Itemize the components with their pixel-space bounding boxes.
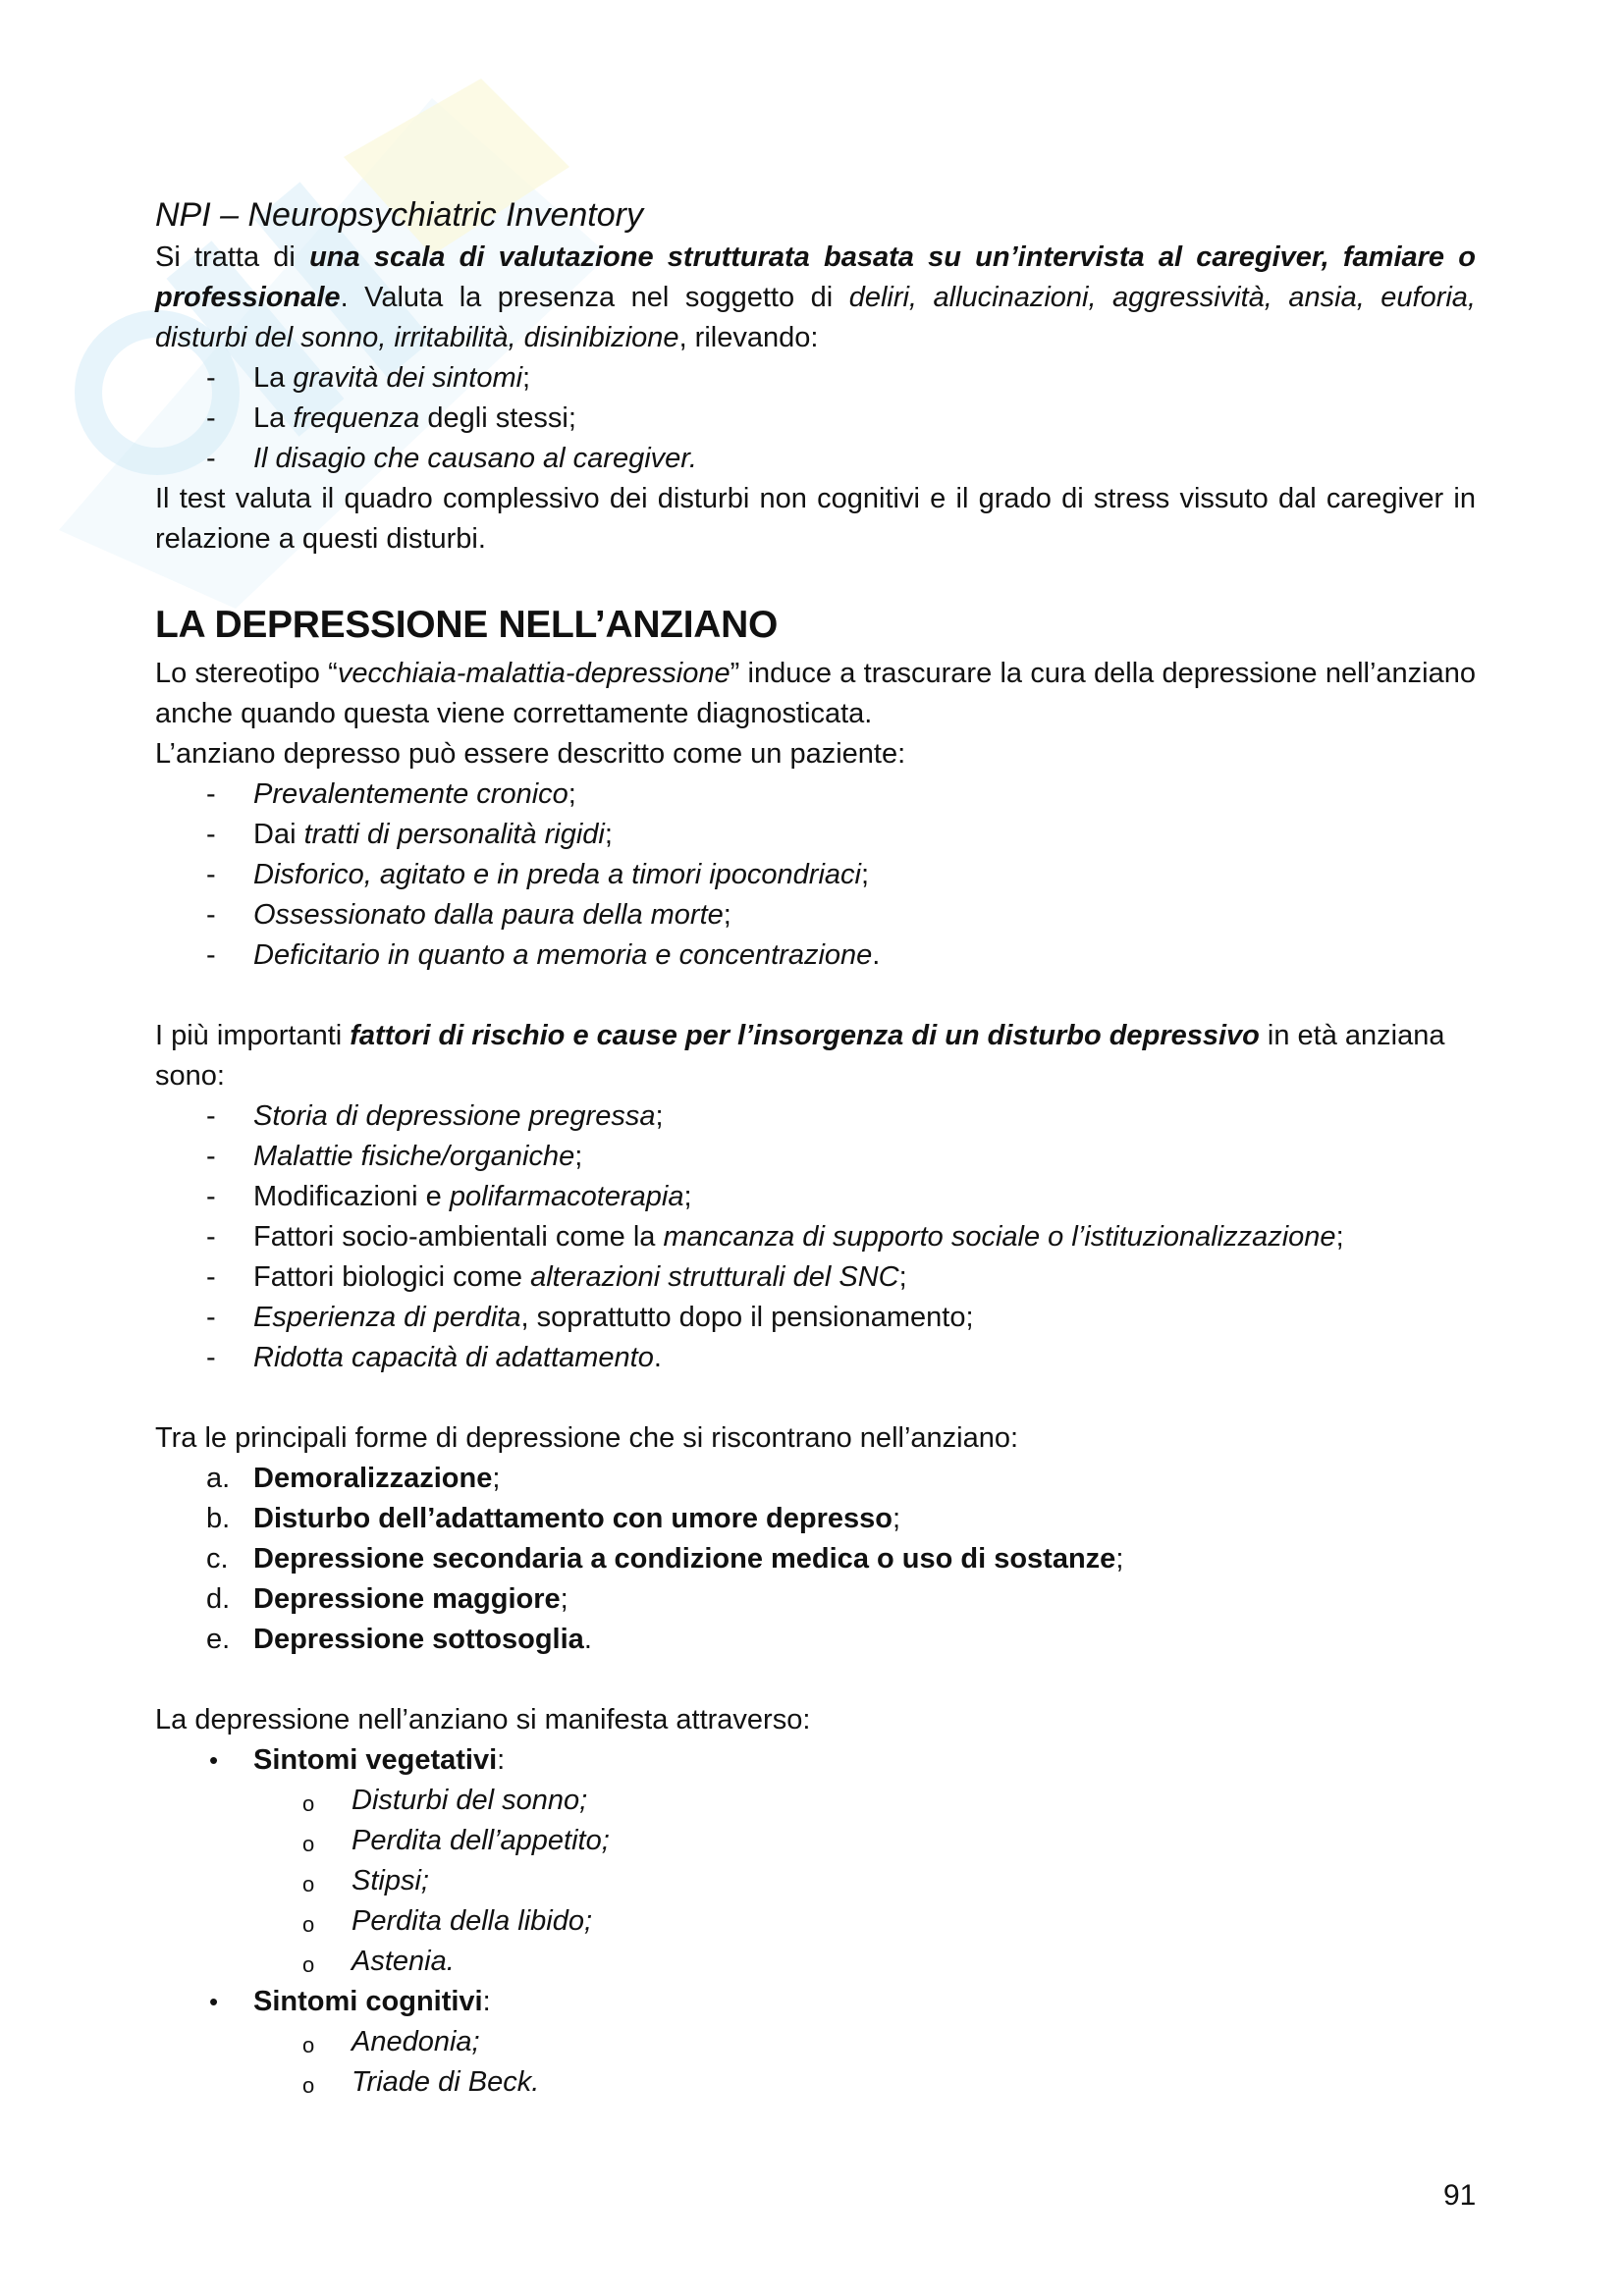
text-run: Ridotta capacità di adattamento xyxy=(253,1342,654,1373)
list-item xyxy=(155,895,1476,935)
text-run: ” induce a trascurare la cura della depressione nell’anziano anche quando questa viene correttamente diagnosticata. xyxy=(155,658,1476,729)
text-run: degli stessi; xyxy=(419,402,576,434)
circle-marker: o xyxy=(302,2073,315,2098)
text-run: ; xyxy=(860,859,870,890)
text-run: Esperienza di perdita xyxy=(253,1302,521,1333)
manifest-list xyxy=(155,1740,1476,2103)
text-run: Depressione sottosoglia xyxy=(253,1624,584,1655)
sublist-item xyxy=(155,1901,1476,1942)
circle-marker: o xyxy=(302,1791,315,1816)
dash-marker: - xyxy=(206,362,216,394)
dash-marker: - xyxy=(206,899,216,931)
risk-list xyxy=(155,1096,1476,1378)
text-run: Storia di depressione pregressa xyxy=(253,1100,656,1132)
text-run: Lo stereotipo “ xyxy=(155,658,338,689)
list-item xyxy=(155,1499,1476,1539)
sublist xyxy=(155,1781,1476,1982)
circle-marker: o xyxy=(302,1912,315,1937)
circle-marker: o xyxy=(302,1872,315,1896)
list-item xyxy=(155,358,1476,399)
text-run: ; xyxy=(1115,1543,1124,1575)
list-item xyxy=(155,1137,1476,1177)
dash-marker: - xyxy=(206,939,216,971)
bullet-marker: • xyxy=(209,1987,219,2016)
dash-marker: - xyxy=(206,443,216,474)
letter-marker: d. xyxy=(206,1583,231,1615)
text-run: Perdita dell’appetito; xyxy=(352,1825,610,1856)
list-item xyxy=(155,855,1476,895)
sublist-item xyxy=(155,1861,1476,1901)
dash-marker: - xyxy=(206,1302,216,1333)
text-run: La xyxy=(253,402,294,434)
text-run: vecchiaia-malattia-depressione xyxy=(337,658,730,689)
section-heading: LA DEPRESSIONE NELL’ANZIANO xyxy=(155,604,779,646)
text-run: Depressione maggiore xyxy=(253,1583,561,1615)
text-run: ; xyxy=(492,1463,501,1494)
sublist xyxy=(155,2022,1476,2103)
dash-marker: - xyxy=(206,1141,216,1172)
manifest-intro: La depressione nell’anziano si manifesta attraverso: xyxy=(155,1704,811,1735)
dash-marker: - xyxy=(206,778,216,810)
forms-intro: Tra le principali forme di depressione che si riscontrano nell’anziano: xyxy=(155,1422,1019,1454)
text-run: Prevalentemente cronico xyxy=(253,778,568,810)
text-run: ; xyxy=(723,899,731,931)
letter-marker: b. xyxy=(206,1503,231,1534)
text-run: . xyxy=(653,1342,662,1373)
text-run: . xyxy=(583,1624,592,1655)
risk-intro xyxy=(155,1016,1476,1096)
text-run: in età anziana sono: xyxy=(155,1020,1445,1092)
sublist-item xyxy=(155,1942,1476,1982)
circle-marker: o xyxy=(302,1832,315,1856)
text-run: frequenza xyxy=(293,402,420,434)
list-item xyxy=(155,1740,1476,1982)
list-item xyxy=(155,1982,1476,2103)
dash-marker: - xyxy=(206,859,216,890)
patient-list xyxy=(155,774,1476,976)
text-run: : xyxy=(497,1744,506,1776)
text-run: Disturbo dell’adattamento con umore depresso xyxy=(253,1503,893,1534)
text-run: Dai xyxy=(253,819,304,850)
text-run: , soprattutto dopo il pensionamento; xyxy=(520,1302,974,1333)
spacer xyxy=(155,976,1476,1016)
dash-marker: - xyxy=(206,402,216,434)
letter-marker: e. xyxy=(206,1624,231,1655)
patient-intro: L’anziano depresso può essere descritto come un paziente: xyxy=(155,738,906,770)
sublist-item xyxy=(155,2022,1476,2062)
text-run: Ossessionato dalla paura della morte xyxy=(253,899,724,931)
text-run: ; xyxy=(604,819,613,850)
sublist-item xyxy=(155,1821,1476,1861)
npi-list xyxy=(155,358,1476,479)
list-item xyxy=(155,935,1476,976)
text-run: Astenia. xyxy=(352,1946,455,1977)
text-run: ; xyxy=(683,1181,692,1212)
text-run: alterazioni strutturali del SNC xyxy=(530,1261,899,1293)
text-run: ; xyxy=(1335,1221,1344,1253)
text-run: ; xyxy=(893,1503,901,1534)
list-item xyxy=(155,1217,1476,1257)
text-run: Anedonia; xyxy=(352,2026,480,2057)
text-run: Stipsi; xyxy=(352,1865,429,1896)
circle-marker: o xyxy=(302,1952,315,1977)
text-run: Si tratta di xyxy=(155,241,310,273)
npi-description xyxy=(155,238,1476,358)
forms-list xyxy=(155,1459,1476,1660)
text-run: Sintomi vegetativi xyxy=(253,1744,498,1776)
text-run: ; xyxy=(568,778,576,810)
text-run: Malattie fisiche/organiche xyxy=(253,1141,575,1172)
list-item xyxy=(155,1096,1476,1137)
text-run: Deficitario in quanto a memoria e concentrazione xyxy=(253,939,873,971)
list-item xyxy=(155,1459,1476,1499)
text-run: ; xyxy=(574,1141,583,1172)
dash-marker: - xyxy=(206,819,216,850)
text-run: ; xyxy=(560,1583,568,1615)
list-item xyxy=(155,439,1476,479)
page-content xyxy=(155,192,1476,2103)
list-item xyxy=(155,1338,1476,1378)
list-item xyxy=(155,399,1476,439)
dash-marker: - xyxy=(206,1342,216,1373)
spacer xyxy=(155,1660,1476,1700)
text-run: Disturbi del sonno; xyxy=(352,1785,588,1816)
text-run: fattori di rischio e cause per l’insorgenza di un disturbo depressivo xyxy=(350,1020,1260,1051)
text-run: Fattori biologici come xyxy=(253,1261,531,1293)
list-item xyxy=(155,774,1476,815)
text-run: La xyxy=(253,362,294,394)
circle-marker: o xyxy=(302,2033,315,2057)
text-run: polifarmacoterapia xyxy=(449,1181,684,1212)
letter-marker: a. xyxy=(206,1463,231,1494)
text-run: tratti di personalità rigidi xyxy=(303,819,605,850)
text-run: ; xyxy=(898,1261,907,1293)
text-run: Triade di Beck. xyxy=(352,2066,540,2098)
page-number: 91 xyxy=(1443,2179,1477,2212)
spacer xyxy=(155,1378,1476,1418)
list-item xyxy=(155,1298,1476,1338)
text-run: mancanza di supporto sociale o l’istituzionalizzazione xyxy=(663,1221,1336,1253)
bullet-marker: • xyxy=(209,1745,219,1775)
text-run: Demoralizzazione xyxy=(253,1463,493,1494)
text-run: deliri, allucinazioni, aggressività, ansia, euforia, disturbi del sonno, irritabilità, disinibizione xyxy=(155,282,1476,353)
text-run: Perdita della libido; xyxy=(352,1905,593,1937)
text-run: Depressione secondaria a condizione medica o uso di sostanze xyxy=(253,1543,1116,1575)
text-run: I più importanti xyxy=(155,1020,351,1051)
text-run: ; xyxy=(655,1100,664,1132)
sublist-item xyxy=(155,2062,1476,2103)
list-item xyxy=(155,1539,1476,1579)
text-run: , rilevando: xyxy=(678,322,819,353)
text-run: . xyxy=(872,939,881,971)
dash-marker: - xyxy=(206,1100,216,1132)
intro-paragraph xyxy=(155,654,1476,734)
text-run: . Valuta la presenza nel soggetto di xyxy=(340,282,849,313)
list-item xyxy=(155,1177,1476,1217)
text-run: Modificazioni e xyxy=(253,1181,450,1212)
text-run: una scala di valutazione strutturata basata su un’intervista al caregiver, famiare o professionale xyxy=(155,241,1476,313)
list-item xyxy=(155,1579,1476,1620)
list-item xyxy=(155,815,1476,855)
text-run: Fattori socio-ambientali come la xyxy=(253,1221,664,1253)
letter-marker: c. xyxy=(206,1543,229,1575)
npi-summary: Il test valuta il quadro complessivo dei disturbi non cognitivi e il grado di stress vissuto dal caregiver in relazione a questi disturbi. xyxy=(155,483,1476,555)
sublist-item xyxy=(155,1781,1476,1821)
dash-marker: - xyxy=(206,1261,216,1293)
text-run: Disforico, agitato e in preda a timori ipocondriaci xyxy=(253,859,861,890)
dash-marker: - xyxy=(206,1181,216,1212)
text-run: Sintomi cognitivi xyxy=(253,1986,483,2017)
text-run: : xyxy=(482,1986,491,2017)
npi-title: NPI – Neuropsychiatric Inventory xyxy=(155,196,643,234)
text-run: ; xyxy=(522,362,531,394)
dash-marker: - xyxy=(206,1221,216,1253)
list-item xyxy=(155,1257,1476,1298)
list-item xyxy=(155,1620,1476,1660)
text-run: Il disagio che causano al caregiver. xyxy=(253,443,697,474)
text-run: gravità dei sintomi xyxy=(293,362,523,394)
